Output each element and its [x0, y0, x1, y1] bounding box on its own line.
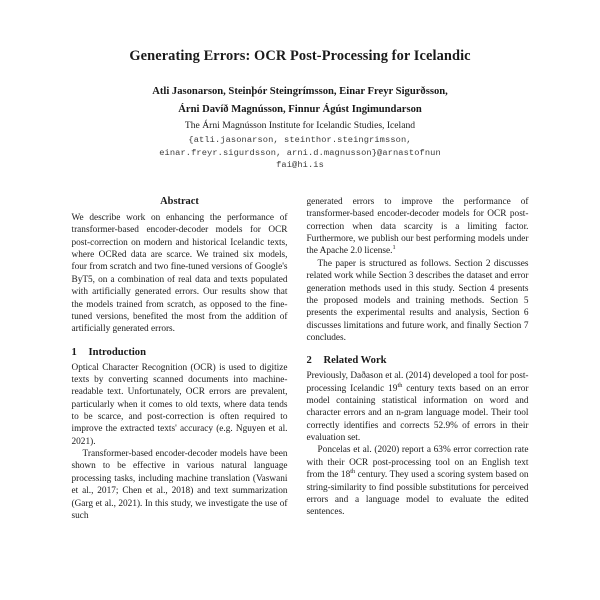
footnote-marker[interactable]: 1 [392, 244, 396, 252]
page-title: Generating Errors: OCR Post-Processing for Icelandic [129, 48, 471, 64]
introduction-paragraph-1: Optical Character Recognition (OCR) is used to digitize texts by converting scanned documents into machine-readable text. Unfortunately, OCR errors are prevalent, particularly when it comes to old texts, where data tends to be scarce, and post-correction is often required to improve the extracted texts' accuracy (e.g. Nguyen et al. 2021). [71, 362, 288, 447]
affiliation: The Árni Magnússon Institute for Icelandic Studies, Iceland [184, 120, 416, 132]
section-title: Introduction [88, 346, 146, 358]
abstract-heading: Abstract [160, 196, 199, 207]
related-work-p2-part-b: century. They used a scoring system based on string-similarity to find possible substitutions for perceived errors and a language model to evaluate the edited sentences. [306, 470, 529, 518]
right-paragraph-1-text: generated errors to improve the performance of transformer-based encoder-decoder models for OCR post-correction when data scarcity is a limiting factor. Furthermore, we publish our best performing models under the Apache 2.0 license. [306, 197, 529, 257]
right-column [307, 196, 529, 522]
right-paragraph-2: The paper is structured as follows. Section 2 discusses related work while Section 3 describes the dataset and error generation methods used in this study. Section 4 presents the proposed models and training methods. Section 5 presents the experimental results and analysis, Section 6 discusses limitations and future work, and finally Section 7 concludes. [306, 258, 529, 343]
related-work-paragraph-2 [307, 444, 529, 518]
section-title: Related Work [323, 355, 387, 367]
left-column [72, 196, 288, 522]
email-line-1: {atli.jasonarson, steinthor.steingrimsson, [188, 135, 412, 146]
body-columns [0, 196, 600, 522]
author-emails [72, 134, 528, 171]
related-work-p1-part-a: Previously, Daðason et al. (2014) developed a tool for post-processing Icelandic 19 [306, 371, 529, 394]
related-work-p2-part-a: Poncelas et al. (2020) report a 63% error correction rate with their OCR post-processing tool on an English text from the 18 [306, 445, 529, 481]
related-work-paragraph-1 [307, 370, 529, 444]
related-work-p1-part-b: century texts based on an error model containing statistical information on word and character errors and an n-gram language model. Their tool correctly identifies and corrects 52.9% of errors in their evaluation set. [306, 383, 529, 444]
ordinal-suffix: th [350, 468, 356, 476]
right-paragraph-1 [307, 196, 529, 258]
section-heading-introduction [72, 347, 288, 358]
email-line-3: fai@hi.is [276, 159, 324, 170]
paper-header [0, 0, 600, 171]
author-list-line-2: Árni Davíð Magnússon, Finnur Ágúst Ingimundarson [178, 103, 422, 115]
section-number: 2 [306, 355, 312, 367]
introduction-paragraph-2: Transformer-based encoder-decoder models have been shown to be effective in various natural language processing tasks, including machine translation (Vaswani et al., 2017; Chen et al., 2018) and text summarization (Garg et al., 2021). In this study, we investigate the use of such [71, 449, 288, 521]
section-number: 1 [71, 346, 77, 358]
ordinal-suffix: th [397, 381, 403, 389]
email-line-2: einar.freyr.sigurdsson, arni.d.magnusson}@arnastofnun [159, 147, 441, 158]
section-heading-related-work [307, 355, 529, 366]
abstract-text: We describe work on enhancing the performance of transformer-based encoder-decoder models for OCR post-correction on modern and historical Icelandic texts, where OCRed data are scarce. We trained six models, four from scratch and two fine-tuned versions of Google's ByT5, on a combination of real data and texts populated with artificially generated errors. Our results show that the models trained from scratch, as opposed to the fine-tuned versions, benefited the most from the addition of artificially generated errors. [71, 213, 288, 335]
author-list-line-1: Atli Jasonarson, Steinþór Steingrímsson, Einar Freyr Sigurðsson, [152, 86, 448, 97]
